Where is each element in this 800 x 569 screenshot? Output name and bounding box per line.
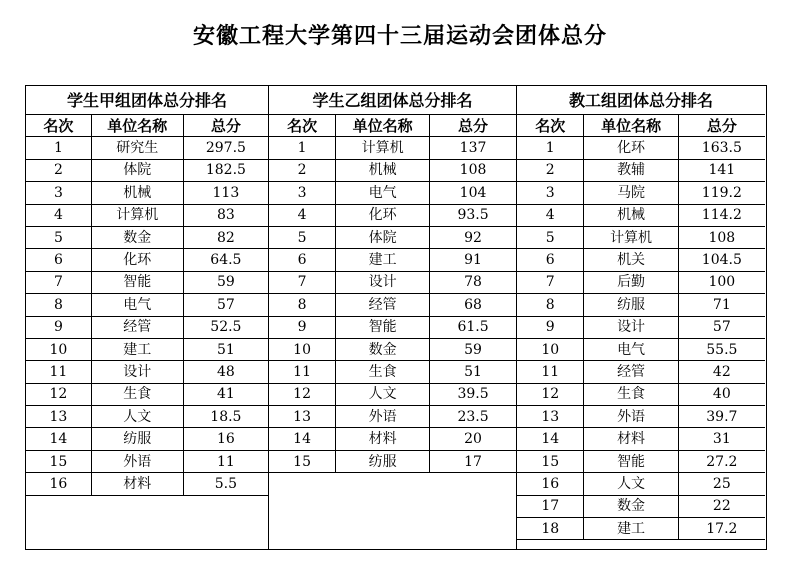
score-cell: 71 <box>678 294 765 316</box>
score-cell: 163.5 <box>678 137 765 159</box>
ranking-table <box>517 115 765 540</box>
unit-name-cell: 建工 <box>584 518 678 540</box>
score-cell: 31 <box>678 428 765 450</box>
rank-cell: 13 <box>26 406 91 428</box>
rank-cell: 14 <box>269 428 336 450</box>
unit-name-cell: 生食 <box>336 361 430 383</box>
table-row <box>517 249 765 271</box>
table-row <box>517 226 765 248</box>
table-row <box>269 204 516 226</box>
unit-name-cell: 教辅 <box>584 159 678 181</box>
rank-cell: 12 <box>269 383 336 405</box>
rank-cell: 7 <box>517 271 584 293</box>
rank-cell: 9 <box>269 316 336 338</box>
rank-cell: 18 <box>517 518 584 540</box>
unit-name-cell: 智能 <box>91 271 183 293</box>
score-cell: 55.5 <box>678 338 765 360</box>
score-cell: 113 <box>183 182 268 204</box>
unit-name-cell: 材料 <box>91 473 183 495</box>
unit-name-cell: 机械 <box>584 204 678 226</box>
unit-name-cell: 数金 <box>336 338 430 360</box>
unit-name-cell: 纺服 <box>336 450 430 472</box>
table-row <box>26 338 268 360</box>
score-header: 总分 <box>183 115 268 137</box>
unit-name-cell: 设计 <box>336 271 430 293</box>
unit-name-cell: 体院 <box>91 159 183 181</box>
score-cell: 40 <box>678 383 765 405</box>
rank-cell: 3 <box>269 182 336 204</box>
table-row <box>517 159 765 181</box>
rank-cell: 13 <box>517 406 584 428</box>
score-cell: 18.5 <box>183 406 268 428</box>
score-grid <box>25 85 767 550</box>
rank-cell: 1 <box>517 137 584 159</box>
table-row <box>269 383 516 405</box>
rank-cell: 13 <box>269 406 336 428</box>
unit-name-cell: 体院 <box>336 226 430 248</box>
unit-name-cell: 马院 <box>584 182 678 204</box>
score-cell: 297.5 <box>183 137 268 159</box>
rank-cell: 4 <box>26 204 91 226</box>
group-block-student-a <box>26 86 269 549</box>
table-row <box>269 406 516 428</box>
unit-name-cell: 材料 <box>584 428 678 450</box>
unit-name-cell: 计算机 <box>91 204 183 226</box>
rank-cell: 3 <box>26 182 91 204</box>
group-heading: 学生甲组团体总分排名 <box>26 86 268 115</box>
unit-header: 单位名称 <box>91 115 183 137</box>
score-cell: 42 <box>678 361 765 383</box>
table-row <box>517 338 765 360</box>
unit-name-cell: 经管 <box>584 361 678 383</box>
table-row <box>269 271 516 293</box>
unit-name-cell: 电气 <box>336 182 430 204</box>
rank-header: 名次 <box>517 115 584 137</box>
score-cell: 17.2 <box>678 518 765 540</box>
rank-cell: 4 <box>269 204 336 226</box>
unit-name-cell: 电气 <box>584 338 678 360</box>
score-cell: 20 <box>430 428 516 450</box>
score-cell: 108 <box>430 159 516 181</box>
rank-cell: 12 <box>517 383 584 405</box>
unit-name-cell: 机关 <box>584 249 678 271</box>
score-cell: 57 <box>183 294 268 316</box>
score-cell: 25 <box>678 473 765 495</box>
table-row <box>517 495 765 517</box>
score-cell: 41 <box>183 383 268 405</box>
unit-name-cell: 机械 <box>336 159 430 181</box>
table-row <box>26 226 268 248</box>
rank-cell: 5 <box>269 226 336 248</box>
score-cell: 91 <box>430 249 516 271</box>
unit-name-cell: 人文 <box>91 406 183 428</box>
unit-name-cell: 智能 <box>584 450 678 472</box>
table-row <box>26 406 268 428</box>
score-cell: 51 <box>430 361 516 383</box>
table-row <box>26 428 268 450</box>
score-cell: 39.7 <box>678 406 765 428</box>
score-cell: 92 <box>430 226 516 248</box>
rank-cell: 9 <box>517 316 584 338</box>
rank-cell: 7 <box>269 271 336 293</box>
rank-cell: 16 <box>517 473 584 495</box>
unit-name-cell: 后勤 <box>584 271 678 293</box>
score-cell: 17 <box>430 450 516 472</box>
rank-cell: 10 <box>517 338 584 360</box>
table-row <box>517 383 765 405</box>
unit-name-cell: 外语 <box>336 406 430 428</box>
group-block-student-b <box>269 86 517 549</box>
rank-cell: 10 <box>269 338 336 360</box>
score-cell: 137 <box>430 137 516 159</box>
table-row <box>269 361 516 383</box>
rank-cell: 6 <box>269 249 336 271</box>
table-row <box>517 271 765 293</box>
score-cell: 52.5 <box>183 316 268 338</box>
unit-name-cell: 建工 <box>91 338 183 360</box>
score-cell: 39.5 <box>430 383 516 405</box>
unit-name-cell: 电气 <box>91 294 183 316</box>
unit-name-cell: 化环 <box>336 204 430 226</box>
score-cell: 78 <box>430 271 516 293</box>
unit-name-cell: 化环 <box>91 249 183 271</box>
score-cell: 22 <box>678 495 765 517</box>
unit-name-cell: 纺服 <box>584 294 678 316</box>
unit-name-cell: 经管 <box>91 316 183 338</box>
rank-header: 名次 <box>269 115 336 137</box>
score-cell: 93.5 <box>430 204 516 226</box>
score-cell: 57 <box>678 316 765 338</box>
rank-cell: 2 <box>26 159 91 181</box>
unit-name-cell: 经管 <box>336 294 430 316</box>
table-row <box>517 204 765 226</box>
table-row <box>269 137 516 159</box>
score-cell: 108 <box>678 226 765 248</box>
table-row <box>269 428 516 450</box>
page-title: 安徽工程大学第四十三届运动会团体总分 <box>192 24 607 49</box>
score-cell: 64.5 <box>183 249 268 271</box>
score-cell: 82 <box>183 226 268 248</box>
unit-name-cell: 材料 <box>336 428 430 450</box>
rank-cell: 15 <box>269 450 336 472</box>
unit-name-cell: 设计 <box>91 361 183 383</box>
score-cell: 119.2 <box>678 182 765 204</box>
table-row <box>517 294 765 316</box>
table-row <box>269 226 516 248</box>
table-row <box>26 249 268 271</box>
table-row <box>517 428 765 450</box>
rank-cell: 8 <box>269 294 336 316</box>
score-header: 总分 <box>430 115 516 137</box>
unit-name-cell: 建工 <box>336 249 430 271</box>
table-row <box>517 450 765 472</box>
rank-cell: 8 <box>517 294 584 316</box>
score-cell: 11 <box>183 450 268 472</box>
table-row <box>517 473 765 495</box>
rank-cell: 9 <box>26 316 91 338</box>
table-row <box>26 450 268 472</box>
table-row <box>269 316 516 338</box>
table-row <box>26 473 268 495</box>
rank-cell: 2 <box>269 159 336 181</box>
unit-name-cell: 设计 <box>584 316 678 338</box>
score-cell: 182.5 <box>183 159 268 181</box>
score-cell: 114.2 <box>678 204 765 226</box>
score-cell: 141 <box>678 159 765 181</box>
rank-cell: 1 <box>269 137 336 159</box>
rank-cell: 11 <box>26 361 91 383</box>
table-row <box>517 316 765 338</box>
table-row <box>269 450 516 472</box>
score-cell: 100 <box>678 271 765 293</box>
table-row <box>26 182 268 204</box>
rank-cell: 11 <box>269 361 336 383</box>
table-row <box>517 182 765 204</box>
unit-name-cell: 化环 <box>584 137 678 159</box>
table-row <box>26 204 268 226</box>
score-cell: 27.2 <box>678 450 765 472</box>
unit-name-cell: 纺服 <box>91 428 183 450</box>
table-row <box>26 361 268 383</box>
table-row <box>269 249 516 271</box>
score-cell: 61.5 <box>430 316 516 338</box>
unit-name-cell: 机械 <box>91 182 183 204</box>
rank-cell: 14 <box>517 428 584 450</box>
unit-name-cell: 计算机 <box>336 137 430 159</box>
group-block-staff <box>517 86 765 549</box>
table-row <box>26 383 268 405</box>
table-row <box>517 361 765 383</box>
table-row <box>26 316 268 338</box>
table-row <box>26 137 268 159</box>
score-cell: 5.5 <box>183 473 268 495</box>
rank-header: 名次 <box>26 115 91 137</box>
rank-cell: 15 <box>26 450 91 472</box>
rank-cell: 17 <box>517 495 584 517</box>
rank-cell: 10 <box>26 338 91 360</box>
unit-name-cell: 生食 <box>584 383 678 405</box>
rank-cell: 5 <box>26 226 91 248</box>
score-cell: 83 <box>183 204 268 226</box>
ranking-table <box>26 115 268 496</box>
unit-name-cell: 数金 <box>584 495 678 517</box>
unit-name-cell: 研究生 <box>91 137 183 159</box>
rank-cell: 11 <box>517 361 584 383</box>
rank-cell: 6 <box>517 249 584 271</box>
unit-name-cell: 生食 <box>91 383 183 405</box>
ranking-table <box>269 115 516 473</box>
score-cell: 104 <box>430 182 516 204</box>
score-cell: 59 <box>430 338 516 360</box>
table-row <box>269 294 516 316</box>
table-row <box>26 159 268 181</box>
table-row <box>26 271 268 293</box>
score-cell: 104.5 <box>678 249 765 271</box>
score-cell: 23.5 <box>430 406 516 428</box>
rank-cell: 6 <box>26 249 91 271</box>
rank-cell: 12 <box>26 383 91 405</box>
score-header: 总分 <box>678 115 765 137</box>
unit-name-cell: 外语 <box>584 406 678 428</box>
unit-name-cell: 计算机 <box>584 226 678 248</box>
table-row <box>517 518 765 540</box>
score-cell: 68 <box>430 294 516 316</box>
rank-cell: 8 <box>26 294 91 316</box>
score-cell: 48 <box>183 361 268 383</box>
table-row <box>26 294 268 316</box>
unit-name-cell: 外语 <box>91 450 183 472</box>
unit-header: 单位名称 <box>584 115 678 137</box>
rank-cell: 3 <box>517 182 584 204</box>
rank-cell: 2 <box>517 159 584 181</box>
unit-header: 单位名称 <box>336 115 430 137</box>
group-heading: 教工组团体总分排名 <box>517 86 765 115</box>
rank-cell: 1 <box>26 137 91 159</box>
unit-name-cell: 人文 <box>336 383 430 405</box>
table-row <box>517 137 765 159</box>
score-cell: 59 <box>183 271 268 293</box>
table-row <box>269 182 516 204</box>
group-heading: 学生乙组团体总分排名 <box>269 86 516 115</box>
rank-cell: 15 <box>517 450 584 472</box>
unit-name-cell: 人文 <box>584 473 678 495</box>
rank-cell: 16 <box>26 473 91 495</box>
table-row <box>269 338 516 360</box>
rank-cell: 5 <box>517 226 584 248</box>
unit-name-cell: 数金 <box>91 226 183 248</box>
unit-name-cell: 智能 <box>336 316 430 338</box>
score-cell: 51 <box>183 338 268 360</box>
rank-cell: 14 <box>26 428 91 450</box>
rank-cell: 4 <box>517 204 584 226</box>
table-row <box>517 406 765 428</box>
score-cell: 16 <box>183 428 268 450</box>
table-row <box>269 159 516 181</box>
rank-cell: 7 <box>26 271 91 293</box>
